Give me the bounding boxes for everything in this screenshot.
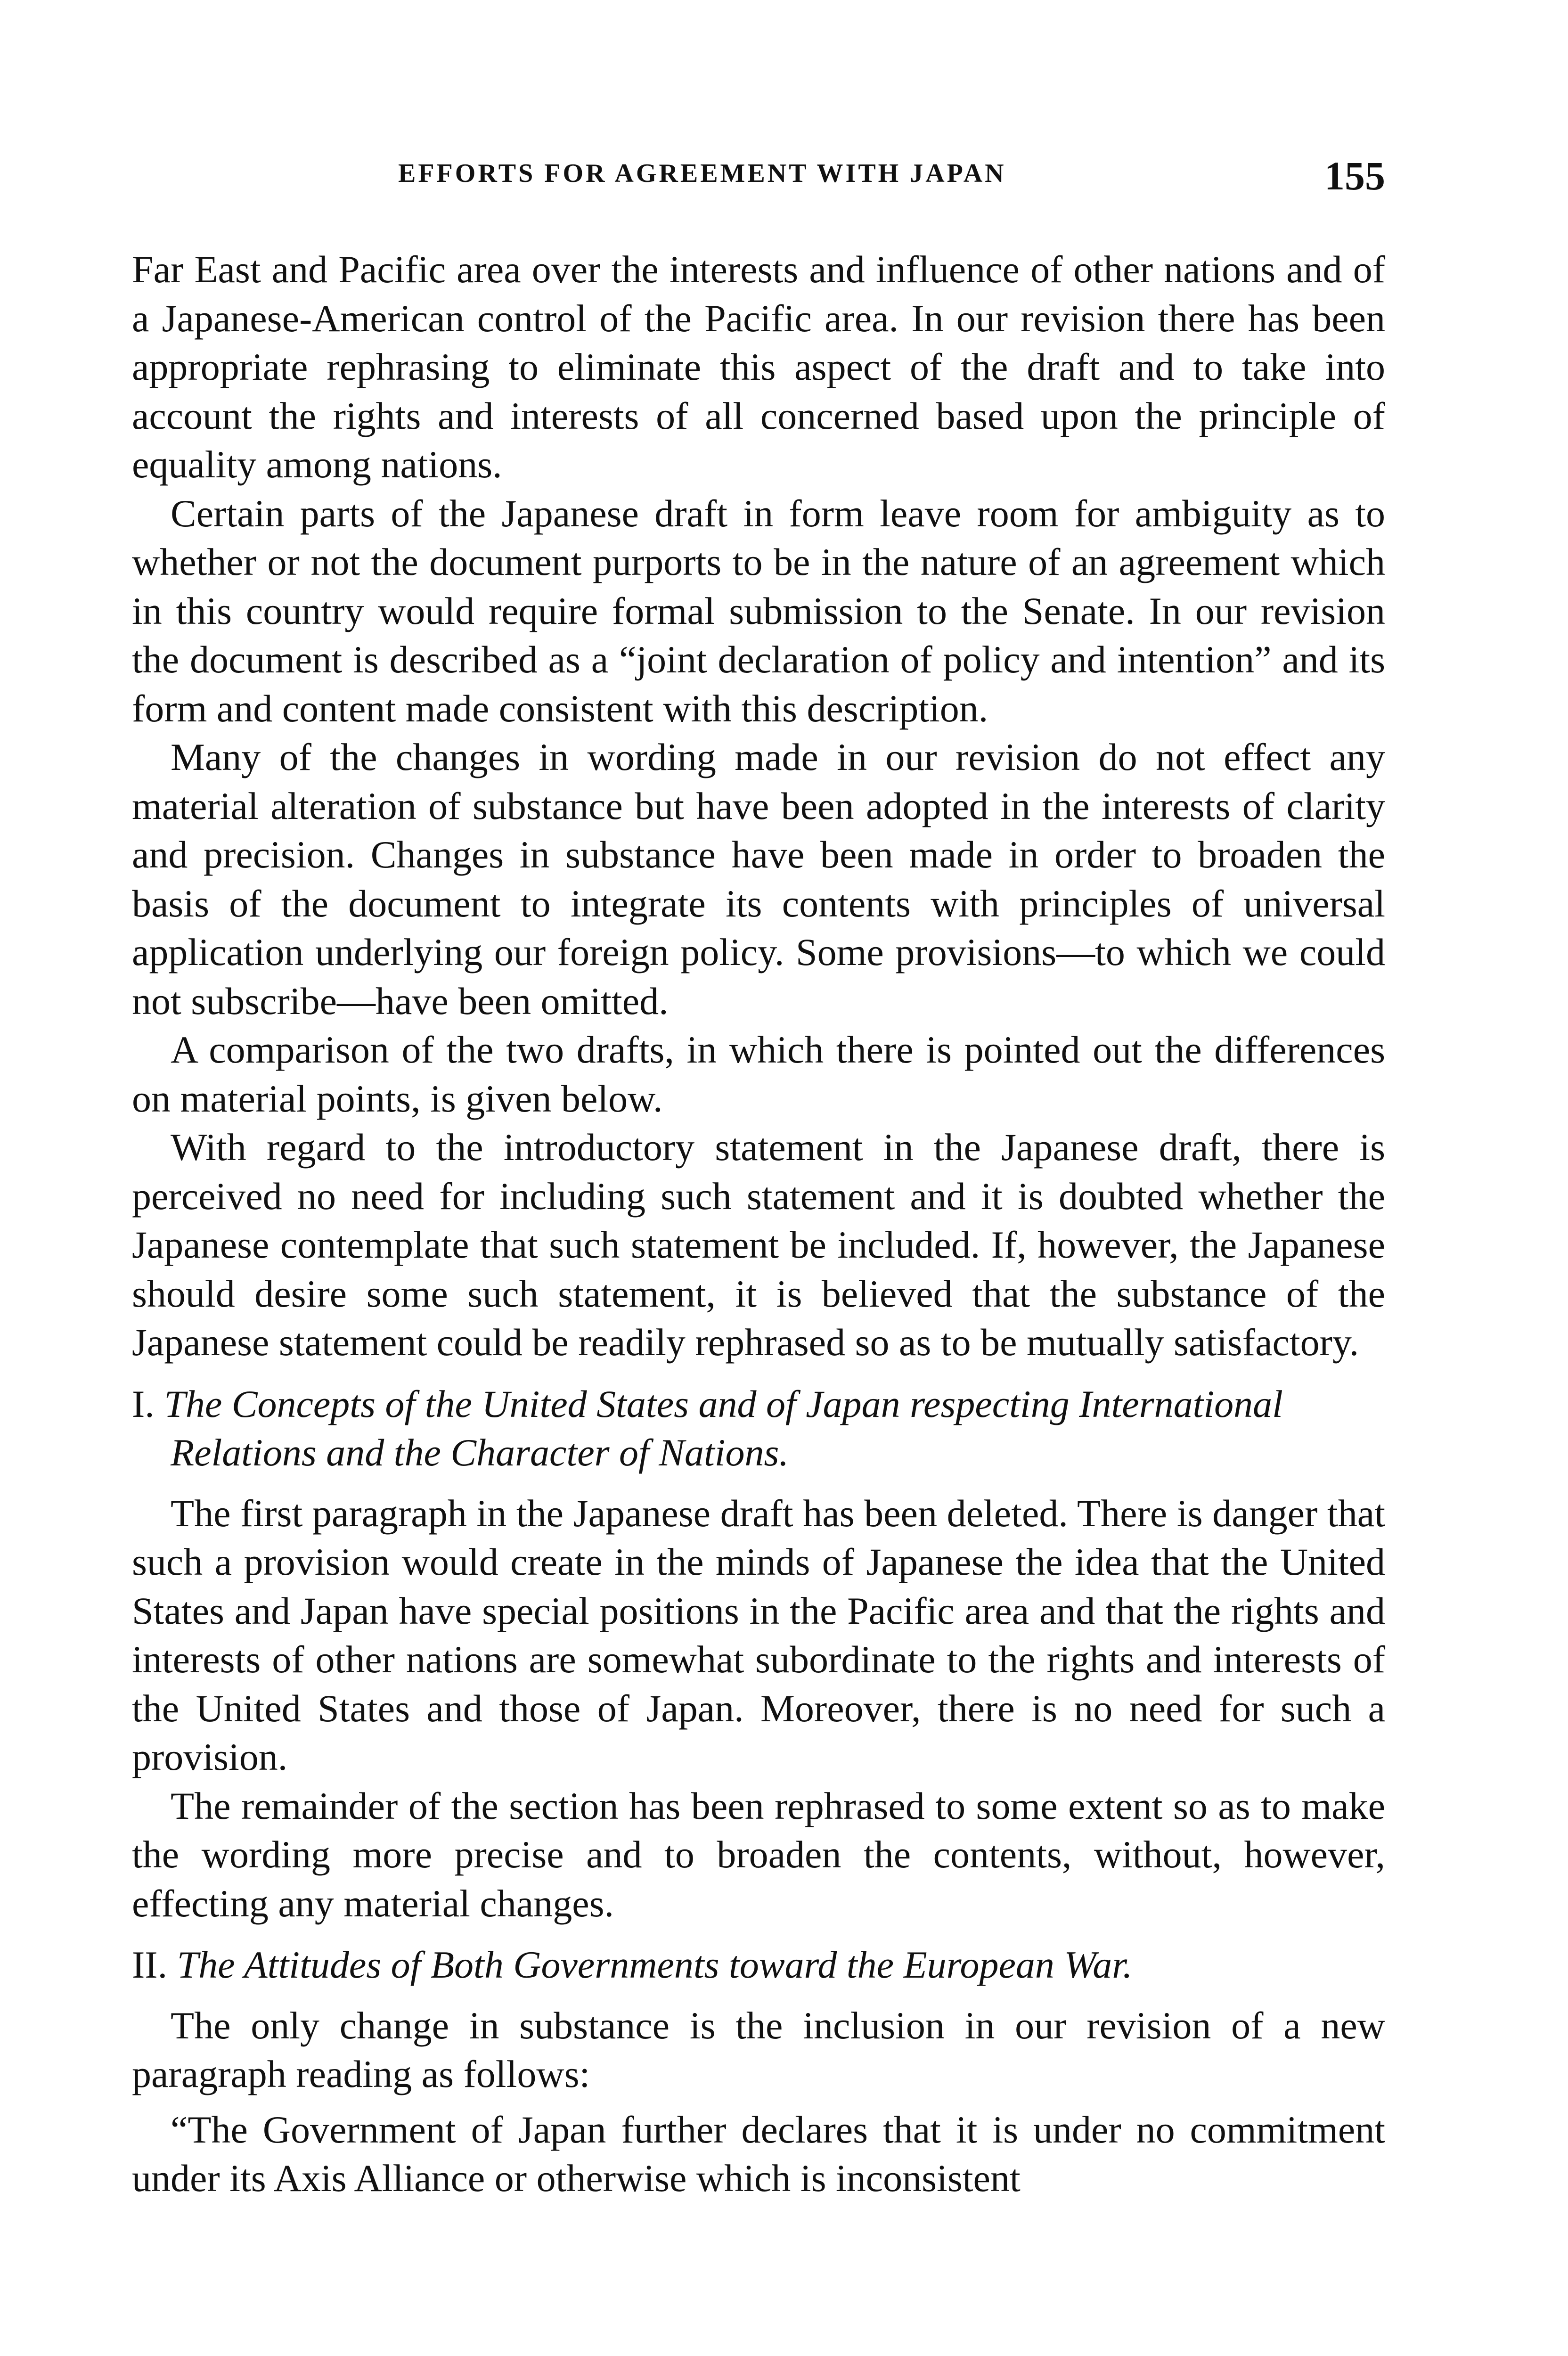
paragraph-only-change: The only change in substance is the inclusion in our revision of a new paragraph reading as follows: (132, 2004, 1385, 2095)
section-heading-2 (132, 1940, 1385, 1989)
quotation: “The Government of Japan further declares that it is under no commitment under its Axis Alliance or otherwise which is inconsistent (132, 2108, 1385, 2200)
paragraph-introductory-statement: With regard to the introductory statement in the Japanese draft, there is perceived no need for including such statement and it is doubted whether the Japanese contemplate that such statement be included. If, however, the Japanese should desire some such statement, it is believed that the substance of the Japanese statement could be readily rephrased so as to be mutually satisfactory. (132, 1126, 1385, 1364)
section-title: The Attitudes of Both Governments toward the European War. (177, 1943, 1133, 1986)
page-number: 155 (1324, 153, 1385, 198)
section-title: The Concepts of the United States and of Japan respecting International Relations and the Character of Nations. (164, 1382, 1283, 1474)
body-text (132, 245, 1385, 2203)
paragraph-comparison: A comparison of the two drafts, in which there is pointed out the differences on material points, is given below. (132, 1028, 1385, 1120)
paragraph-wording-changes: Many of the changes in wording made in our revision do not effect any material alteration of substance but have been adopted in the interests of clarity and precision. Changes in substance have been made in order to broaden the basis of the document to integrate its contents with principles of universal application underlying our foreign policy. Some provisions—to which we could not subscribe—have been omitted. (132, 736, 1385, 1023)
running-title: EFFORTS FOR AGREEMENT WITH JAPAN (398, 159, 1006, 188)
section-number: II. (132, 1943, 168, 1986)
paragraph-ambiguity: Certain parts of the Japanese draft in form leave room for ambiguity as to whether or not the document purports to be in the nature of an agreement which in this country would require formal submission to the Senate. In our revision the document is described as a “joint declaration of policy and intention” and its form and content made consistent with this description. (132, 491, 1385, 730)
running-head (132, 155, 1385, 207)
section-heading-1 (132, 1380, 1385, 1477)
paragraph-remainder-rephrased: The remainder of the section has been rephrased to some extent so as to make the wording more precise and to broaden the contents, without, however, effecting any material changes. (132, 1784, 1385, 1925)
paragraph-continued: Far East and Pacific area over the interests and influence of other nations and of a Japanese-American control of the Pacific area. In our revision there has been appropriate rephrasing to eliminate this aspect of the draft and to take into account the rights and interests of all concerned based upon the principle of equality among nations. (132, 248, 1385, 486)
paragraph-first-deleted: The first paragraph in the Japanese draft has been deleted. There is danger that such a provision would create in the minds of Japanese the idea that the United States and Japan have special positions in the Pacific area and that the rights and interests of other nations are somewhat subordinate to the rights and interests of the United States and those of Japan. Moreover, there is no need for such a provision. (132, 1491, 1385, 1778)
section-number: I. (132, 1382, 155, 1425)
